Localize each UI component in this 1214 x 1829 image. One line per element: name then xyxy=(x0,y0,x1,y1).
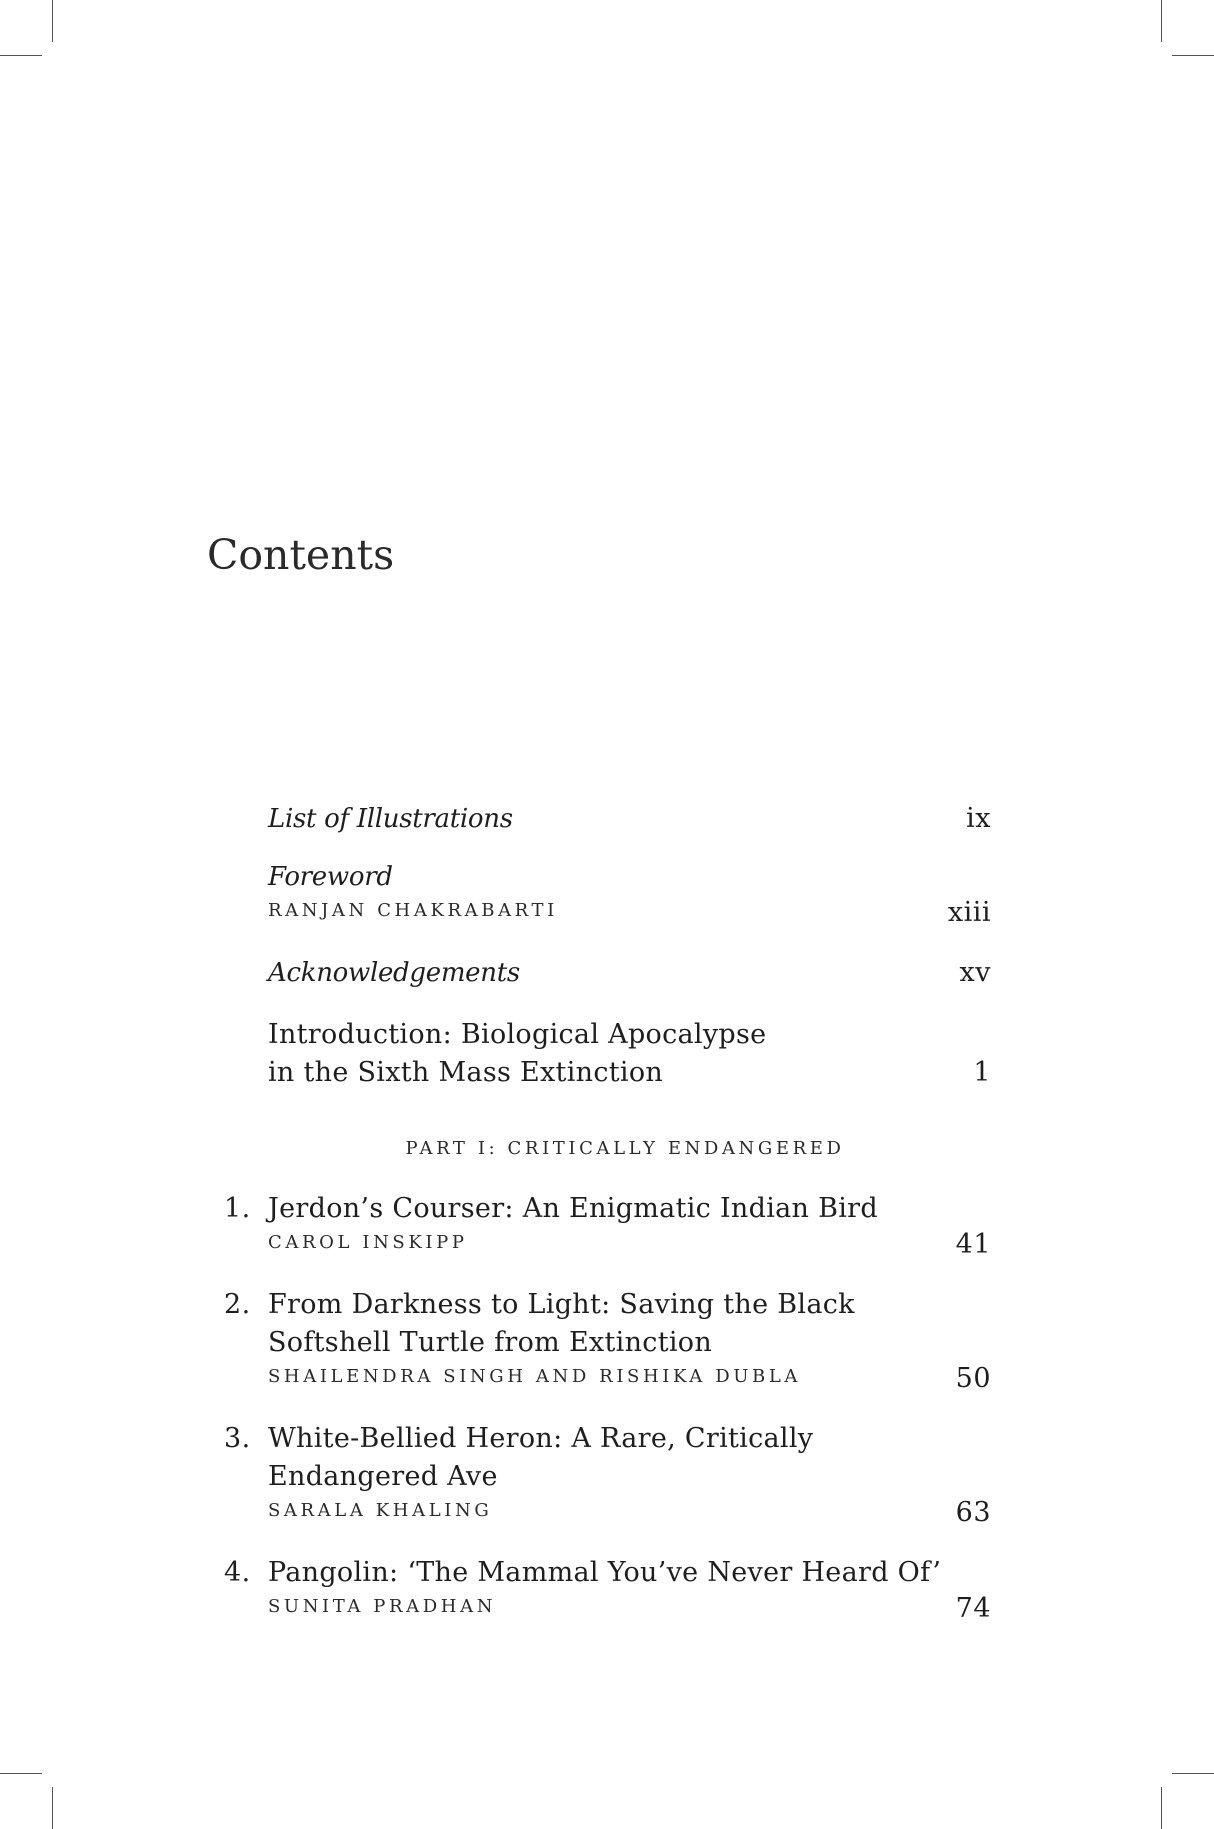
page-number: 74 xyxy=(955,1593,991,1624)
entry-title-line-1: White-Bellied Heron: A Rare, Critically xyxy=(268,1423,814,1454)
page-title: Contents xyxy=(207,531,395,579)
toc-entry-chapter-3[interactable] xyxy=(224,1420,991,1528)
crop-mark-top-left-horizontal xyxy=(0,55,42,56)
entry-title: Acknowledgements xyxy=(268,958,520,988)
entry-author: SARALA KHALING xyxy=(268,1500,493,1521)
part-heading: PART I: CRITICALLY ENDANGERED xyxy=(405,1138,845,1159)
entry-title-line-2: Endangered Ave xyxy=(268,1461,498,1492)
toc-entry-chapter-4[interactable] xyxy=(224,1554,991,1624)
crop-mark-bottom-left-horizontal xyxy=(0,1773,42,1774)
entry-author: SHAILENDRA SINGH AND RISHIKA DUBLA xyxy=(268,1366,801,1387)
entry-title-line-1: From Darkness to Light: Saving the Black xyxy=(268,1289,855,1320)
toc-entry-introduction[interactable] xyxy=(268,1016,991,1092)
crop-mark-bottom-right-horizontal xyxy=(1172,1773,1214,1774)
chapter-number: 1. xyxy=(224,1193,251,1224)
crop-mark-top-right-vertical xyxy=(1161,0,1162,42)
toc-entry-list-of-illustrations[interactable] xyxy=(268,800,991,838)
crop-mark-top-right-horizontal xyxy=(1172,55,1214,56)
chapter-number: 3. xyxy=(224,1423,251,1454)
toc-entry-acknowledgements[interactable] xyxy=(268,954,991,992)
toc-entry-chapter-2[interactable] xyxy=(224,1286,991,1394)
page-number: xv xyxy=(959,957,991,988)
entry-title-line-1: Introduction: Biological Apocalypse xyxy=(268,1019,767,1050)
crop-mark-bottom-right-vertical xyxy=(1161,1787,1162,1829)
entry-author: RANJAN CHAKRABARTI xyxy=(268,900,558,921)
chapter-number: 4. xyxy=(224,1557,251,1588)
entry-title: Foreword xyxy=(268,862,393,892)
entry-title-line-2: Softshell Turtle from Extinction xyxy=(268,1327,713,1358)
crop-mark-top-left-vertical xyxy=(52,0,53,42)
toc-entry-foreword[interactable] xyxy=(268,858,991,926)
entry-author: CAROL INSKIPP xyxy=(268,1232,468,1253)
page-number: 50 xyxy=(955,1363,991,1394)
page-number: ix xyxy=(966,803,991,834)
crop-mark-bottom-left-vertical xyxy=(52,1787,53,1829)
chapter-number: 2. xyxy=(224,1289,251,1320)
entry-author: SUNITA PRADHAN xyxy=(268,1596,497,1617)
toc-entry-chapter-1[interactable] xyxy=(224,1190,991,1260)
entry-title-line-2: in the Sixth Mass Extinction xyxy=(268,1057,664,1088)
entry-title-line-1: Jerdon’s Courser: An Enigmatic Indian Bird xyxy=(268,1193,878,1224)
page-number: 1 xyxy=(973,1057,991,1088)
entry-title: List of Illustrations xyxy=(268,804,513,834)
page-number: 63 xyxy=(955,1497,991,1528)
page-number: 41 xyxy=(955,1229,991,1260)
entry-title-line-1: Pangolin: ‘The Mammal You’ve Never Heard Of’ xyxy=(268,1557,942,1588)
page-number: xiii xyxy=(947,897,991,928)
